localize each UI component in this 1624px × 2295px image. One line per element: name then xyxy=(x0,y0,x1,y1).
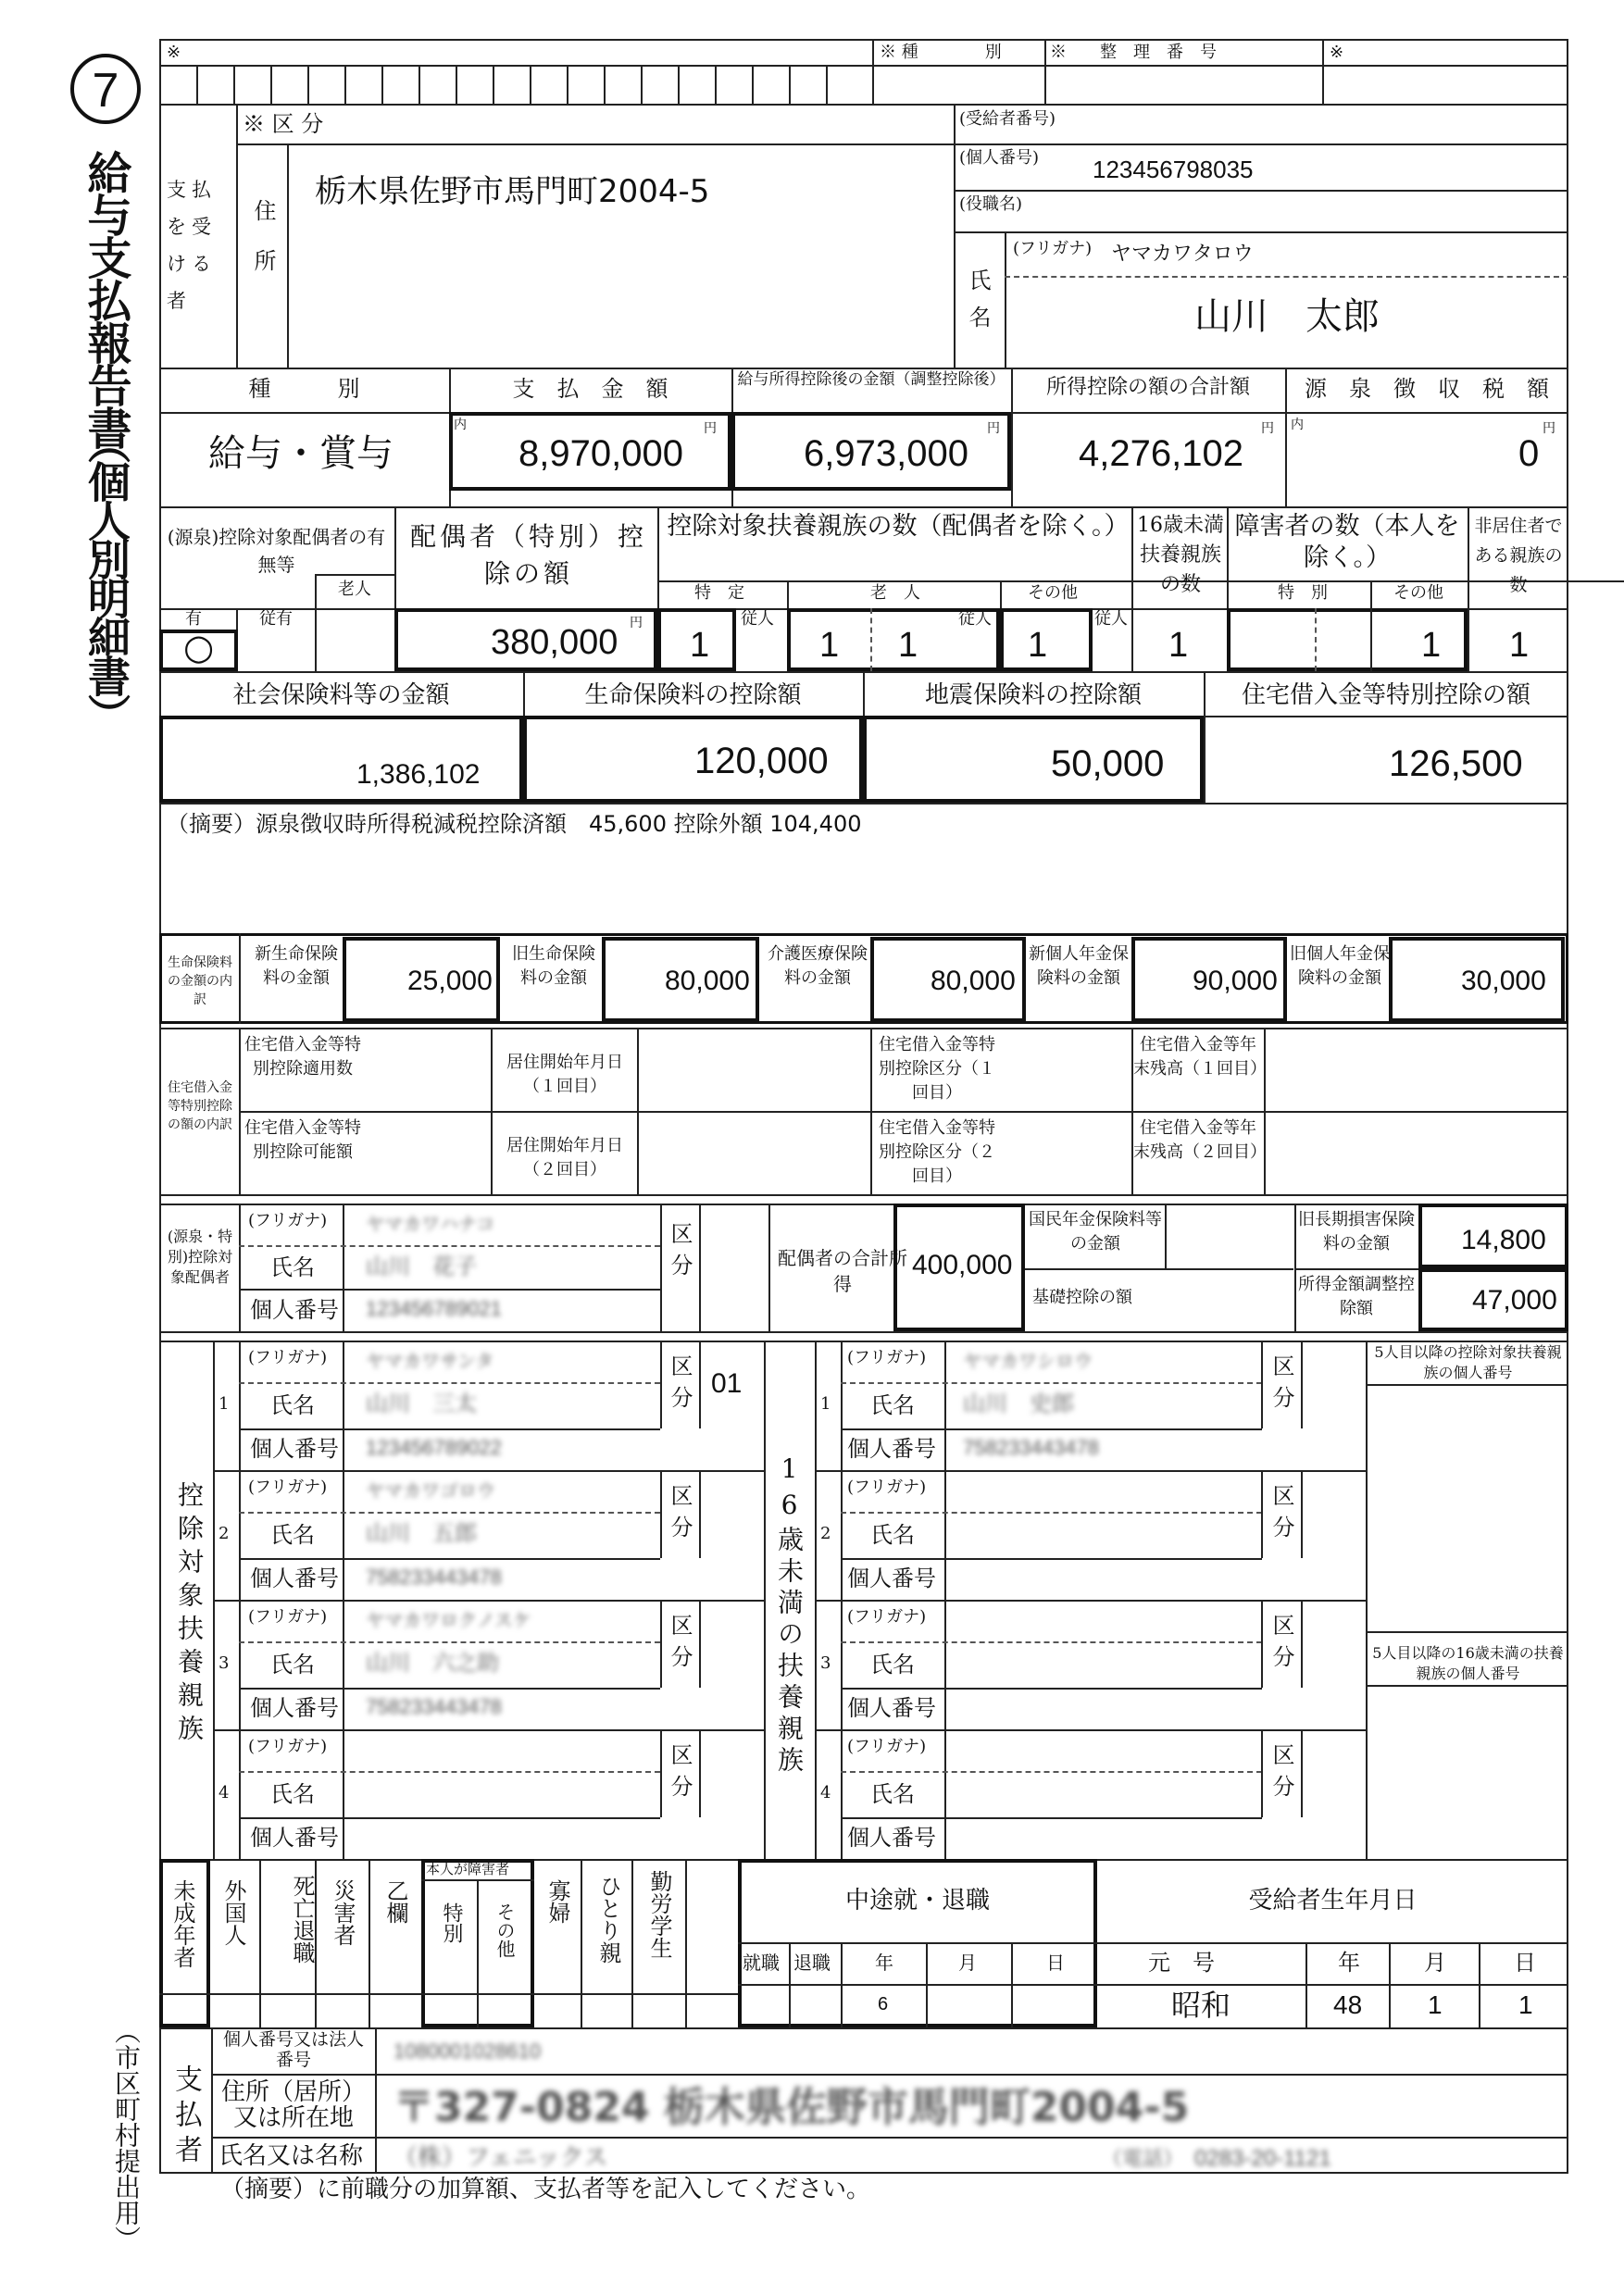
position-label: (役職名) xyxy=(959,194,1023,214)
dependent-division: 01 xyxy=(711,1368,743,1399)
spouse-deduction-amount: 380,000 xyxy=(491,623,618,662)
medical-amount: 80,000 xyxy=(931,966,1016,996)
header-withholding: 源 泉 徴 収 税 額 xyxy=(1305,376,1549,402)
after-deduction-amount: 6,973,000 xyxy=(804,433,968,474)
u16-furigana: ヤマカワシロウ xyxy=(963,1350,1093,1372)
housing-amount: 126,500 xyxy=(1389,743,1523,784)
payer-address: 〒327-0824 栃木県佐野市馬門町2004-5 xyxy=(394,2084,1190,2131)
form-title: 給与支払報告書 xyxy=(80,150,131,448)
u16-name: 山川 史郎 xyxy=(963,1391,1074,1416)
spouse-presence-label: (源泉)控除対象配偶者の有無等 xyxy=(167,526,386,576)
midway-month: 6 xyxy=(878,1994,889,2014)
payment-inner: 内 xyxy=(454,418,467,432)
under16-label: 16歳未満扶養親族の数 xyxy=(1137,514,1224,596)
header-life: 生命保険料の控除額 xyxy=(584,681,802,709)
top-star-1: ※ xyxy=(167,43,181,62)
division-label: ※ 区 分 xyxy=(243,111,324,137)
u16-no: 3 xyxy=(820,1653,831,1673)
form-subtitle: （個人別明細書） xyxy=(81,421,131,732)
elder-inner-count: 1 xyxy=(819,626,840,665)
social-amount: 1,386,102 xyxy=(356,759,481,790)
header-housing: 住宅借入金等特別控除の額 xyxy=(1241,681,1530,709)
under16-count: 1 xyxy=(1168,626,1189,665)
dependent-id: 758233443478 xyxy=(366,1565,502,1589)
personal-number: 123456798035 xyxy=(1093,156,1254,183)
dependent-no: 4 xyxy=(219,1783,230,1802)
name-label: 氏名 xyxy=(965,268,991,343)
dependent-no: 2 xyxy=(219,1524,230,1543)
midway-label: 中途就・退職 xyxy=(844,1887,990,1915)
fifth-u16-label: 5人目以降の16歳未満の扶養親族の個人番号 xyxy=(1372,1644,1564,1682)
life-amount: 120,000 xyxy=(694,741,829,781)
birth-label: 受給者生年月日 xyxy=(1248,1887,1418,1915)
old-pension-amount: 30,000 xyxy=(1461,966,1546,996)
header-earthquake: 地震保険料の控除額 xyxy=(924,681,1142,709)
payer-phone-label: （電話） xyxy=(1102,2148,1184,2171)
recipient-address: 栃木県佐野市馬門町2004-5 xyxy=(315,173,710,210)
spouse-row-label: (源泉・特別)控除対象配偶者 xyxy=(167,1228,233,1286)
top-boxes xyxy=(159,65,872,104)
u16-no: 1 xyxy=(820,1394,831,1414)
earthquake-amount: 50,000 xyxy=(1051,743,1165,784)
u16-id: 758233443478 xyxy=(963,1436,1099,1459)
dependent-name: 山川 六之助 xyxy=(366,1650,499,1676)
recipient-furigana: ヤマカワタロウ xyxy=(1111,243,1254,266)
payer-name: （株）フェニックス xyxy=(394,2144,608,2172)
other-label: その他 xyxy=(1028,583,1078,603)
specific-count: 1 xyxy=(690,626,710,665)
dependent-name: 山川 三太 xyxy=(366,1391,477,1416)
address-label: 住所 xyxy=(250,199,276,299)
form-number: 7 xyxy=(92,64,119,118)
elder-label: 老人 xyxy=(338,580,371,599)
u16-no: 4 xyxy=(820,1783,831,1802)
form-number-circle xyxy=(70,54,141,124)
old-life-amount: 80,000 xyxy=(665,966,750,996)
personal-number-label: (個人番号) xyxy=(959,148,1040,168)
furigana-label: (フリガナ) xyxy=(1013,239,1093,258)
header-payment: 支 払 金 額 xyxy=(512,376,668,402)
payer-phone: 0283-20-1121 xyxy=(1194,2146,1331,2171)
elder-count: 1 xyxy=(898,626,918,665)
nonresident-label: 非居住者である親族の数 xyxy=(1474,516,1563,595)
disabled-label: 障害者の数（本人を除く。） xyxy=(1234,512,1460,572)
disabled-other-label: その他 xyxy=(1393,583,1443,603)
dependent-furigana: ヤマカワサンタ xyxy=(366,1350,494,1372)
birth-month: 1 xyxy=(1428,1990,1443,2019)
dependent-furigana: ヤマカワゴロウ xyxy=(366,1479,495,1502)
other-count: 1 xyxy=(1028,626,1048,665)
dependent-no: 3 xyxy=(219,1653,230,1673)
payment-amount: 8,970,000 xyxy=(518,433,683,474)
spouse-total-income: 400,000 xyxy=(912,1250,1013,1280)
housing-breakdown-label: 住宅借入金等特別控除の額の内訳 xyxy=(168,1080,232,1132)
birth-day: 1 xyxy=(1518,1990,1533,2019)
spouse-name: 山川 花子 xyxy=(366,1254,477,1279)
payee-label: 支払を受ける者 xyxy=(167,179,217,312)
spouse-id: 123456789021 xyxy=(366,1297,502,1320)
dependent-id: 123456789022 xyxy=(366,1436,502,1459)
kind-label: ※ 種 別 xyxy=(880,43,1002,62)
summary-text: （摘要）源泉徴収時所得税減税控除済額 45,600 控除外額 104,400 xyxy=(167,811,862,837)
top-star-2: ※ xyxy=(1330,43,1344,62)
submission-note: （市区町村提出用） xyxy=(111,2018,142,2251)
dependent-furigana: ヤマカワロクノスケ xyxy=(366,1609,531,1631)
adjust-amount: 47,000 xyxy=(1472,1285,1557,1316)
header-social: 社会保険料等の金額 xyxy=(232,681,450,709)
header-total-deduction: 所得控除の額の合計額 xyxy=(1045,376,1250,399)
life-breakdown-label: 生命保険料の金額の内訳 xyxy=(168,955,232,1007)
total-deduction-amount: 4,276,102 xyxy=(1079,433,1243,474)
old-longterm-amount: 14,800 xyxy=(1461,1225,1546,1255)
income-kind: 給与・賞与 xyxy=(208,432,394,475)
dependent-id: 758233443478 xyxy=(366,1695,502,1718)
birth-year: 48 xyxy=(1333,1990,1363,2019)
withholding-amount: 0 xyxy=(1518,433,1540,474)
disabled-other-count: 1 xyxy=(1421,626,1442,665)
serial-label: ※ 整 理 番 号 xyxy=(1050,43,1217,62)
specific-label: 特 定 xyxy=(694,583,744,603)
elderly-label: 老 人 xyxy=(870,583,920,603)
dependents-left-label: 控除対象扶養親族 xyxy=(174,1481,205,1748)
dependents-count-label: 控除対象扶養親族の数（配偶者を除く。） xyxy=(667,512,1130,541)
spouse-deduction-label: 配偶者（特別）控除の額 xyxy=(409,521,647,589)
u16-no: 2 xyxy=(820,1524,831,1543)
header-kind: 種 別 xyxy=(248,376,360,402)
dependent-name: 山川 五郎 xyxy=(366,1520,477,1546)
new-pension-amount: 90,000 xyxy=(1193,966,1278,996)
payer-label: 支払者 xyxy=(169,2064,202,2170)
disabled-special-label: 特 別 xyxy=(1278,583,1328,603)
recipient-number-label: (受給者番号) xyxy=(959,109,1056,129)
nonresident-count: 1 xyxy=(1509,626,1530,665)
birth-era: 昭和 xyxy=(1171,1988,1231,2023)
spouse-furigana: ヤマカワハナコ xyxy=(366,1213,495,1235)
header-after-deduction: 給与所得控除後の金額（調整控除後） xyxy=(737,370,1006,389)
new-life-amount: 25,000 xyxy=(407,966,493,996)
footer-note: （摘要）に前職分の加算額、支払者等を記入してください。 xyxy=(220,2176,871,2203)
form-frame xyxy=(159,39,1568,2174)
dependents-right-label: 16歳未満の扶養親族 xyxy=(774,1453,805,1777)
spouse-mark: ○ xyxy=(183,627,215,667)
dependent-no: 1 xyxy=(219,1394,230,1414)
recipient-name: 山川 太郎 xyxy=(1194,295,1380,338)
fifth-dependent-label: 5人目以降の控除対象扶養親族の個人番号 xyxy=(1374,1343,1562,1381)
payer-id: 1080001028610 xyxy=(394,2039,542,2063)
